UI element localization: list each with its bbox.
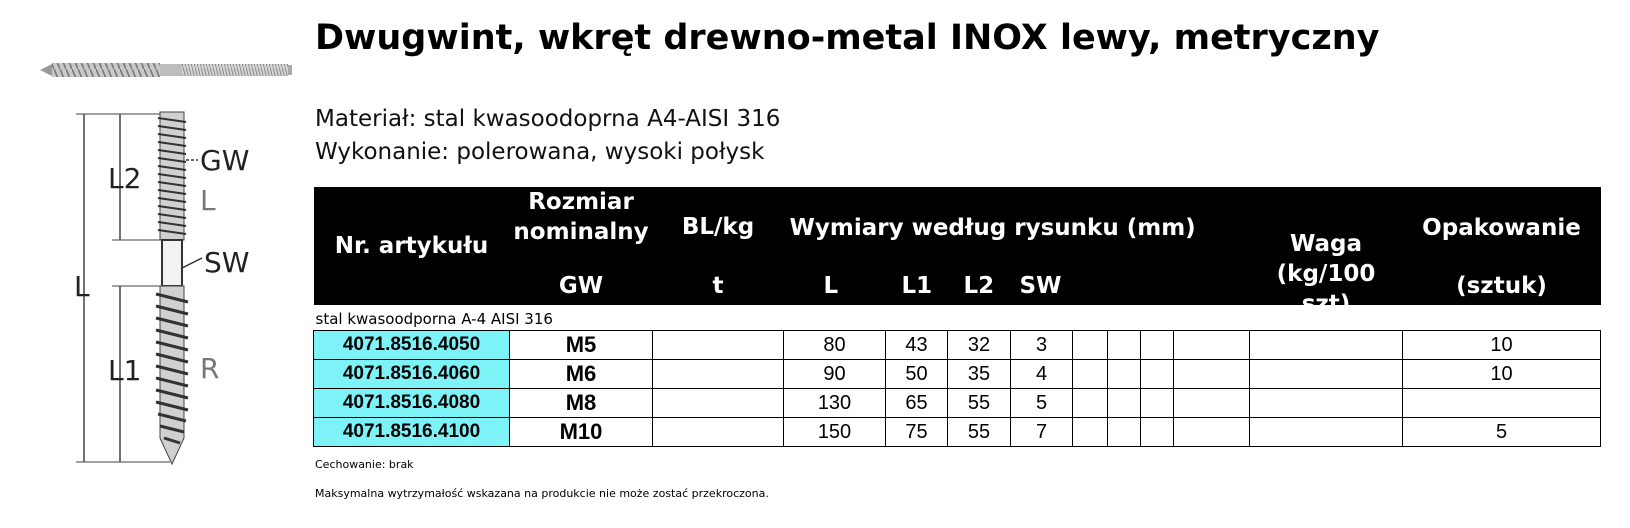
cell-l2: 32: [948, 331, 1011, 360]
header-blkg: BL/kg t: [653, 187, 784, 305]
cell-empty: [1174, 389, 1250, 418]
cell-l1: 50: [886, 360, 948, 389]
header-packaging: Opakowanie (sztuk): [1403, 187, 1601, 305]
cell-weight: [1250, 418, 1403, 447]
cell-article: 4071.8516.4050: [314, 331, 510, 360]
cell-pack: 10: [1403, 360, 1601, 389]
cell-sw: 3: [1011, 331, 1073, 360]
spec-table: [313, 187, 1601, 447]
header-dim-l1: L1: [901, 273, 933, 299]
cell-weight: [1250, 331, 1403, 360]
cell-l2: 55: [948, 389, 1011, 418]
label-gw: GW: [200, 144, 250, 177]
cell-l1: 75: [886, 418, 948, 447]
cell-empty: [1073, 331, 1108, 360]
cell-blkg: [653, 418, 784, 447]
cell-empty: [1141, 418, 1174, 447]
header-dimensions: Wymiary według rysunku (mm) L L1 L2 SW: [784, 187, 1250, 305]
table-row: [314, 389, 1601, 418]
cell-l: 150: [784, 418, 886, 447]
cell-l: 80: [784, 331, 886, 360]
cell-size: M10: [510, 418, 653, 447]
table-header: [314, 187, 1601, 305]
section-label: stal kwasoodporna A-4 AISI 316: [315, 309, 553, 328]
cell-empty: [1108, 389, 1141, 418]
section-row: [314, 305, 1601, 331]
finish-text: Wykonanie: polerowana, wysoki połysk: [315, 139, 765, 165]
product-info: [315, 103, 780, 169]
cell-article: 4071.8516.4060: [314, 360, 510, 389]
cell-size: M8: [510, 389, 653, 418]
cell-empty: [1108, 331, 1141, 360]
header-dim-l: L: [823, 273, 839, 299]
cell-sw: 4: [1011, 360, 1073, 389]
marking-note: Cechowanie: brak: [315, 458, 414, 471]
material-text: Materiał: stal kwasoodoprna A4-AISI 316: [315, 106, 781, 132]
cell-pack: 10: [1403, 331, 1601, 360]
page-title: Dwugwint, wkręt drewno-metal INOX lewy, metryczny: [315, 18, 1380, 58]
cell-sw: 7: [1011, 418, 1073, 447]
cell-l: 90: [784, 360, 886, 389]
cell-size: M5: [510, 331, 653, 360]
header-dim-sw: SW: [1019, 273, 1062, 299]
label-l2: L2: [108, 162, 142, 195]
screw-technical-drawing: [70, 108, 280, 488]
cell-empty: [1073, 360, 1108, 389]
cell-weight: [1250, 389, 1403, 418]
cell-l1: 65: [886, 389, 948, 418]
cell-article: 4071.8516.4080: [314, 389, 510, 418]
cell-pack: 5: [1403, 418, 1601, 447]
cell-empty: [1141, 360, 1174, 389]
header-article: Nr. artykułu: [314, 187, 510, 305]
cell-empty: [1174, 360, 1250, 389]
label-l1: L1: [108, 354, 142, 387]
cell-empty: [1108, 360, 1141, 389]
label-l-right: L: [200, 184, 216, 217]
cell-blkg: [653, 360, 784, 389]
cell-blkg: [653, 331, 784, 360]
cell-l: 130: [784, 389, 886, 418]
cell-size: M6: [510, 360, 653, 389]
cell-l2: 55: [948, 418, 1011, 447]
header-weight: Waga (kg/100 szt): [1250, 187, 1403, 305]
cell-empty: [1141, 389, 1174, 418]
cell-empty: [1174, 331, 1250, 360]
cell-article: 4071.8516.4100: [314, 418, 510, 447]
header-dim-l2: L2: [963, 273, 995, 299]
table-row: [314, 360, 1601, 389]
table-row: [314, 331, 1601, 360]
cell-empty: [1073, 418, 1108, 447]
cell-empty: [1174, 418, 1250, 447]
cell-l1: 43: [886, 331, 948, 360]
label-l: L: [74, 270, 90, 303]
cell-l2: 35: [948, 360, 1011, 389]
label-sw: SW: [204, 246, 250, 279]
cell-empty: [1073, 389, 1108, 418]
cell-blkg: [653, 389, 784, 418]
cell-empty: [1141, 331, 1174, 360]
cell-sw: 5: [1011, 389, 1073, 418]
cell-pack: [1403, 389, 1601, 418]
cell-weight: [1250, 360, 1403, 389]
screw-photo-horizontal: [36, 55, 296, 85]
cell-empty: [1108, 418, 1141, 447]
header-size: Rozmiar nominalny GW: [510, 187, 653, 305]
strength-note: Maksymalna wytrzymałość wskazana na produkcie nie może zostać przekroczona.: [315, 487, 769, 500]
label-r: R: [200, 352, 220, 385]
table-row: [314, 418, 1601, 447]
